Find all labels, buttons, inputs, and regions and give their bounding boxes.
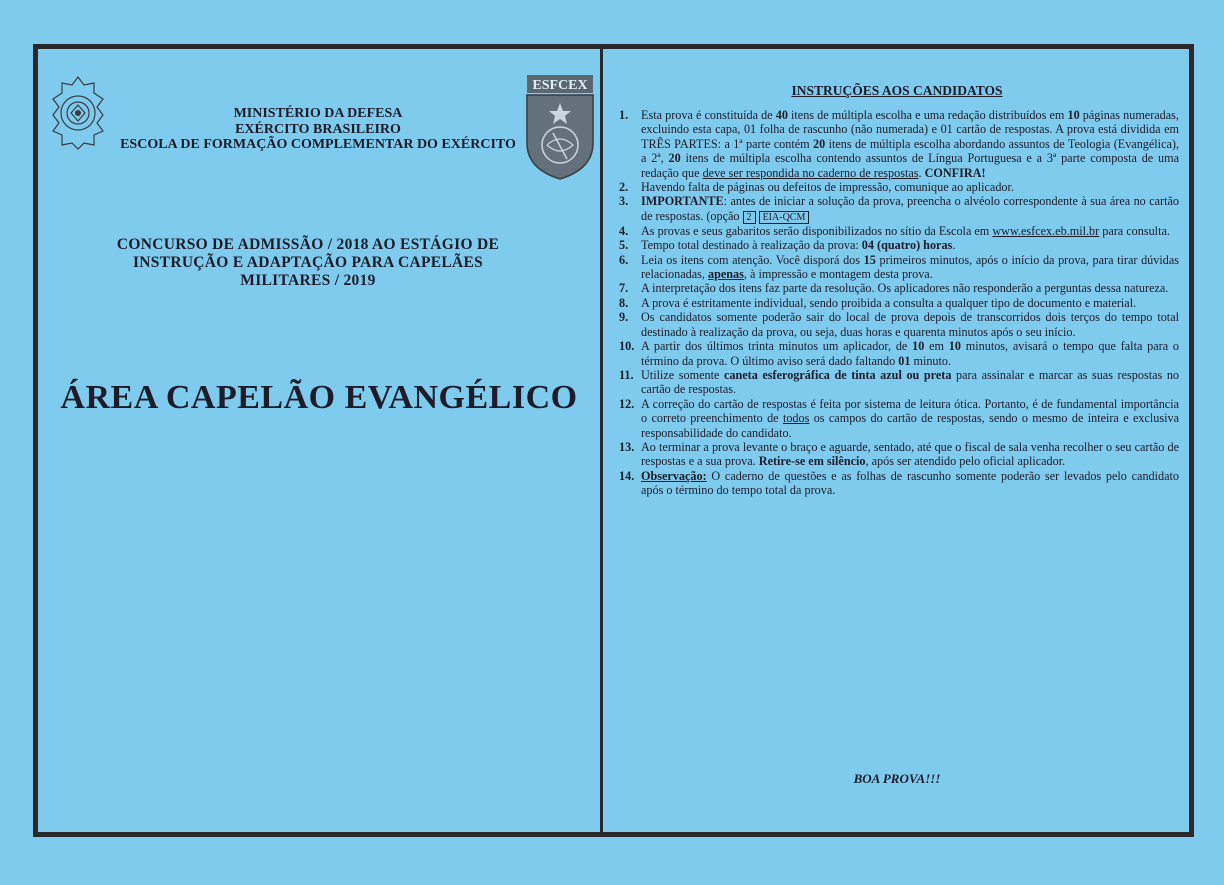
institution-header xyxy=(98,106,538,153)
item-number: 4. xyxy=(619,223,629,238)
item-number: 6. xyxy=(619,252,629,267)
item-number: 14. xyxy=(619,468,635,483)
area-title: ÁREA CAPELÃO EVANGÉLICO xyxy=(60,379,578,416)
closing-message: BOA PROVA!!! xyxy=(853,771,941,786)
instruction-item-2: 2. Havendo falta de páginas ou defeitos de impressão, comunique ao aplicador. xyxy=(619,180,1014,195)
instruction-item-6: 6. Leia os itens com atenção. Você disporá dos 15 primeiros minutos, após o início da prova, para tirar dúvidas relacionadas, apenas, à impressão e montagem desta prova. xyxy=(619,252,1180,282)
instruction-item-5: 5. Tempo total destinado à realização da prova: 04 (quatro) horas. xyxy=(619,238,956,253)
instruction-item-3: 3. IMPORTANTE: antes de iniciar a solução da prova, preencha o alvéolo correspondente à sua área no cartão de respostas. (opção 2 EIA-QCM xyxy=(619,194,1179,223)
item-number: 7. xyxy=(619,281,629,296)
option-code-box: EIA-QCM xyxy=(759,211,810,224)
ministry-line: MINISTÉRIO DA DEFESA xyxy=(233,106,403,121)
exam-title xyxy=(78,236,538,290)
instruction-item-9: 9. Os candidatos somente poderão sair do local de prova depois de transcorridos dois terços do tempo total destinado à realização da prova, ou seja, duas horas e quarenta minutos após o seu início. xyxy=(619,310,1179,339)
cover-left-column xyxy=(38,49,600,832)
item-number: 13. xyxy=(619,439,635,454)
option-number-box: 2 xyxy=(743,211,756,224)
instruction-item-10: 10. A partir dos últimos trinta minutos um aplicador, de 10 em 10 minutos, avisará o tempo que falta para o término da prova. O último aviso será dado faltando 01 minuto. xyxy=(619,339,1180,368)
instruction-item-1: 1. Esta prova é constituída de 40 itens de múltipla escolha e uma redação distribuídos em 10 páginas numeradas, excluindo esta capa, 01 folha de rascunho (não numerada) e 01 cartão de respostas. A prova está dividida em TRÊS PARTES: a 1ª parte contém 20 itens de múltipla escolha abordando assuntos de Teologia (Evangélica), a 2ª, 20 itens de múltipla escolha contendo assuntos de Língua Portuguesa e a 3ª parte composta de uma redação que deve ser respondida no caderno de respostas. CONFIRA! xyxy=(619,108,1179,180)
item-number: 5. xyxy=(619,238,629,253)
website-link[interactable]: www.esfcex.eb.mil.br xyxy=(992,223,1100,238)
item-number: 3. xyxy=(619,194,629,209)
instructions-title: INSTRUÇÕES AOS CANDIDATOS xyxy=(791,83,1003,98)
exam-title-line: INSTRUÇÃO E ADAPTAÇÃO PARA CAPELÃES xyxy=(132,254,484,271)
instruction-item-13: 13. Ao terminar a prova levante o braço e aguarde, sentado, até que o fiscal de sala venha recolher o seu cartão de respostas e a sua prova. Retire-se em silêncio, após ser atendido pelo oficial aplicador. xyxy=(619,439,1179,469)
school-line: ESCOLA DE FORMAÇÃO COMPLEMENTAR DO EXÉRCITO xyxy=(120,137,516,152)
item-number: 8. xyxy=(619,295,629,310)
instruction-item-11: 11. Utilize somente caneta esferográfica de tinta azul ou preta para assinalar e marcar as suas respostas no cartão de respostas. xyxy=(619,367,1180,397)
instruction-item-4: 4. As provas e seus gabaritos serão disponibilizados no sítio da Escola em www.esfcex.eb.mil.br para consulta. xyxy=(619,223,1170,238)
item-number: 12. xyxy=(619,396,635,411)
instruction-item-8: 8. A prova é estritamente individual, sendo proibida a consulta a qualquer tipo de documento e material. xyxy=(619,295,1137,310)
army-line: EXÉRCITO BRASILEIRO xyxy=(235,121,401,137)
instructions-list xyxy=(619,108,1179,498)
instruction-item-14: 14. Observação: O caderno de questões e as folhas de rascunho somente poderão ser levados pelo candidato após o término do tempo total da prova. xyxy=(619,468,1179,498)
esfcex-logo-text: ESFCEX xyxy=(532,78,588,93)
exam-title-line: MILITARES / 2019 xyxy=(240,272,376,289)
column-divider xyxy=(600,48,603,833)
army-emblem-icon xyxy=(51,75,105,151)
item-number: 11. xyxy=(619,367,634,382)
exam-title-line: CONCURSO DE ADMISSÃO / 2018 AO ESTÁGIO DE xyxy=(116,236,500,253)
item-number: 10. xyxy=(619,339,635,354)
item-number: 9. xyxy=(619,310,629,325)
instruction-item-12: 12. A correção do cartão de respostas é feita por sistema de leitura ótica. Portanto, é de fundamental importância o correto preenchimento de todos os campos do cartão de respostas, sendo o mesmo de inteira e exclusiva responsabilidade do candidato. xyxy=(619,396,1179,440)
item-number: 2. xyxy=(619,180,629,195)
instruction-item-7: 7. A interpretação dos itens faz parte da resolução. Os aplicadores não responderão a perguntas dessa natureza. xyxy=(619,281,1169,296)
item-number: 1. xyxy=(619,108,629,122)
instructions-column xyxy=(605,49,1189,832)
